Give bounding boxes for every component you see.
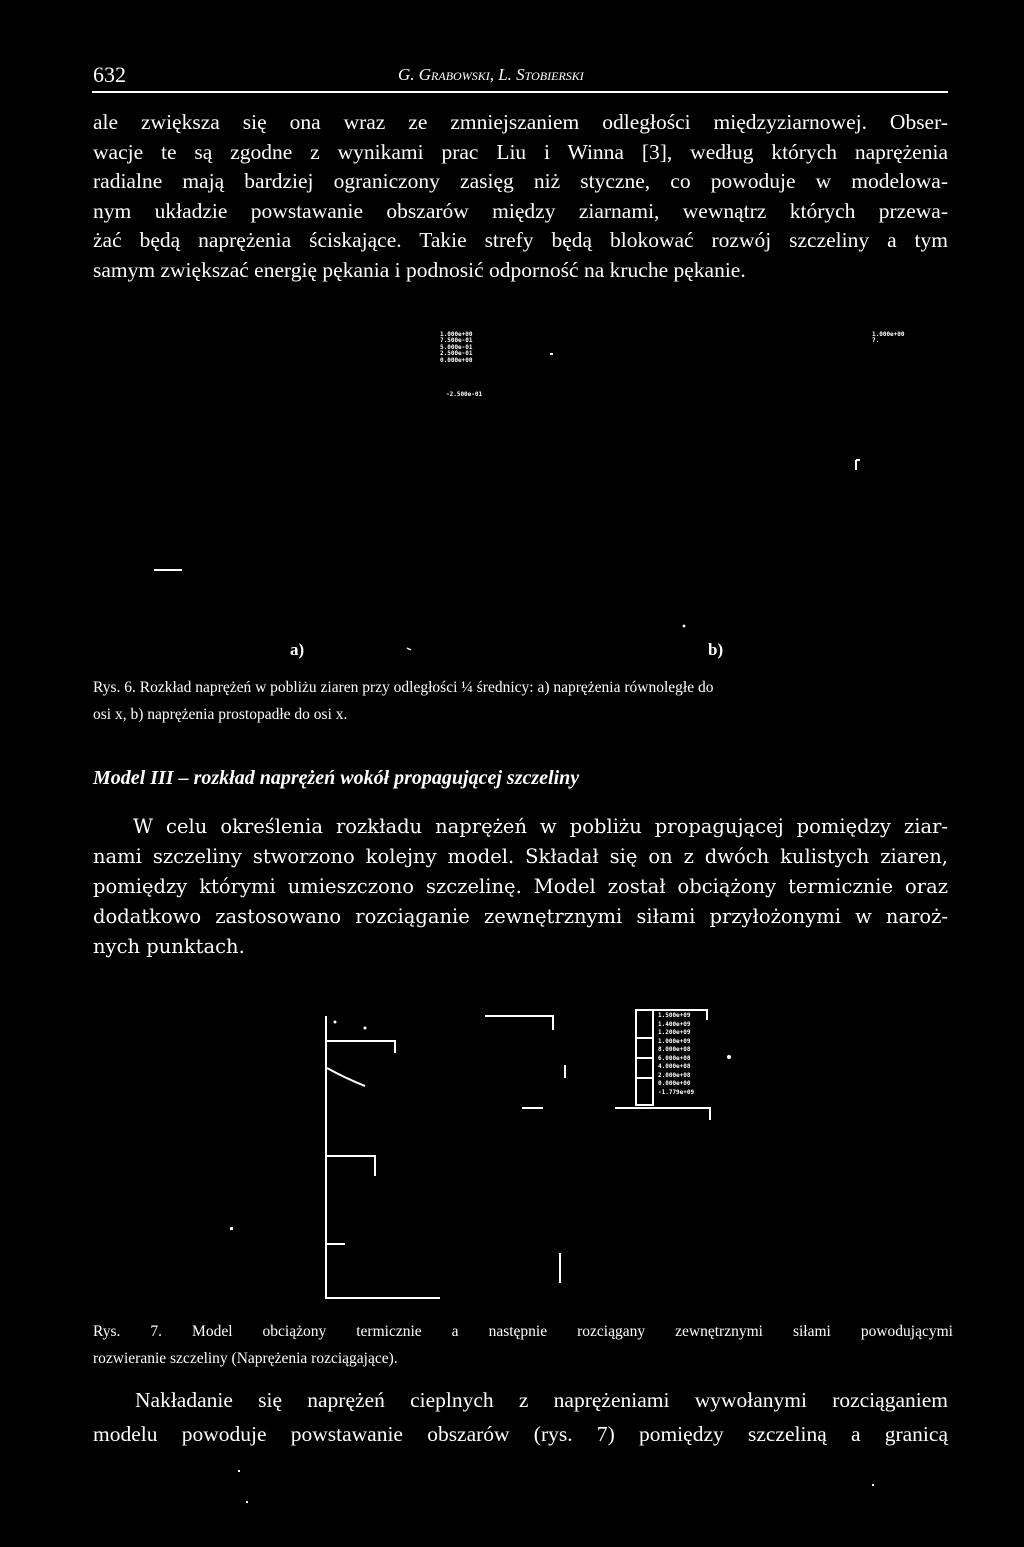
figure-6 [150,320,905,660]
figure-6-linework [150,320,890,660]
running-header-authors: G. Grabowski, L. Stobierski [398,65,584,84]
paragraph-line: pomiędzy którymi umieszczono szczelinę. Model został obciążony termicznie oraz [93,875,948,898]
paragraph-line: ale zwiększa się ona wraz ze zmniejszaniem odległości międzyziarnowej. Obser- [93,110,948,134]
legend-value: 1.000e+00 [872,331,905,338]
speck [230,1227,233,1230]
legend-value: 1.000e+00 [440,331,473,338]
paragraph-line: żać będą naprężenia ściskające. Takie strefy będą blokować rozwój szczeliny a tym [93,228,948,252]
fig7-frame-top [485,1016,553,1030]
legend-value: 7. [872,337,880,345]
figure-7 [315,1008,745,1308]
page-number: 632 [93,62,126,87]
caption-line: Rys. 7. Model obciążony termicznie a następnie rozciągany zewnętrznymi siłami powodującymi [93,1323,953,1340]
paragraph-line: W celu określenia rozkładu naprężeń w pobliżu propagującej pomiędzy ziar- [133,815,948,838]
legend-value: 4.000e+08 [658,1063,691,1070]
paragraph-3 [93,1383,948,1451]
figure-6a-label: a) [290,640,305,659]
paragraph-line: wacje te są zgodne z wynikami prac Liu i Winna [3], według których naprężenia [93,139,948,164]
legend-value: 2.000e+08 [658,1071,691,1079]
paragraph-line: nych punktach. [93,935,245,958]
figure-6b-label: b) [708,640,724,659]
paragraph-line: radialne mają bardziej ograniczony zasięg niż styczne, co powoduje w modelowa- [93,169,948,193]
fig6-dot [683,625,686,628]
legend-value: 7.500e-01 [440,337,473,345]
figure-6-caption [93,674,953,728]
legend-value: 1.400e+09 [658,1020,691,1028]
legend-value: 1.000e+09 [658,1037,691,1045]
figure-7-caption [93,1318,953,1372]
fig7-frame-right [615,1108,710,1120]
legend-value: 6.000e+08 [658,1054,691,1062]
fig7-colorbar-bands [636,1038,653,1078]
legend-value: -1.779e+09 [658,1088,695,1096]
legend-value: 1.500e+09 [658,1012,691,1019]
legend-value: 5.000e-01 [440,343,473,351]
fig7-dot [364,1027,367,1030]
paragraph-line: dodatkowo zastosowano rozciąganie zewnętrznymi siłami przyłożonymi w naroż- [93,905,948,928]
speck [872,1484,874,1486]
fig7-tick [327,1156,375,1176]
section-heading: Model III – rozkład naprężeń wokół propagującej szczeliny [93,767,580,789]
caption-line: Rys. 6. Rozkład naprężeń w pobliżu ziaren przy odległości ¼ średnicy: a) naprężenia równoległe do [93,679,714,696]
paragraph-line: samym zwiększać energię pękania i podnosić odporność na kruche pękanie. [93,257,746,282]
fig7-dot [727,1055,731,1059]
fig7-tick [326,1041,395,1053]
figure-7-legend [658,1012,694,1097]
speck [238,1470,240,1472]
paragraph-line: Nakładanie się naprężeń cieplnych z naprężeniami wywołanymi rozciąganiem [135,1388,948,1412]
speck [246,1501,248,1503]
paragraph-line: nym układzie powstawanie obszarów między ziarnami, wewnątrz których przewa- [93,198,948,223]
paragraph-1 [93,108,948,285]
legend-value: 2.500e-01 [440,350,473,358]
paragraph-2 [93,812,948,962]
legend-value: 0.000e+00 [658,1080,691,1087]
legend-value: 8.000e+08 [658,1046,691,1053]
caption-line: osi x, b) naprężenia prostopadłe do osi x. [93,706,348,723]
paragraph-line: modelu powoduje powstawanie obszarów (rys. 7) pomiędzy szczeliną a granicą [93,1422,948,1446]
legend-value: 0.000e+00 [440,356,473,364]
fig6-line-mark [856,460,860,470]
fig7-dot [334,1021,337,1024]
fig6-dash [407,648,411,650]
paragraph-line: nami szczeliny stworzono kolejny model. Składał się on z dwóch kulistych ziaren, [93,845,948,868]
legend-value: 1.200e+09 [658,1029,691,1036]
caption-line: rozwieranie szczeliny (Naprężenia rozciągające). [93,1350,398,1367]
header-rule [92,91,948,93]
figure-6a-legend-min: -2.500e-01 [446,391,483,398]
fig7-curve [327,1068,365,1086]
